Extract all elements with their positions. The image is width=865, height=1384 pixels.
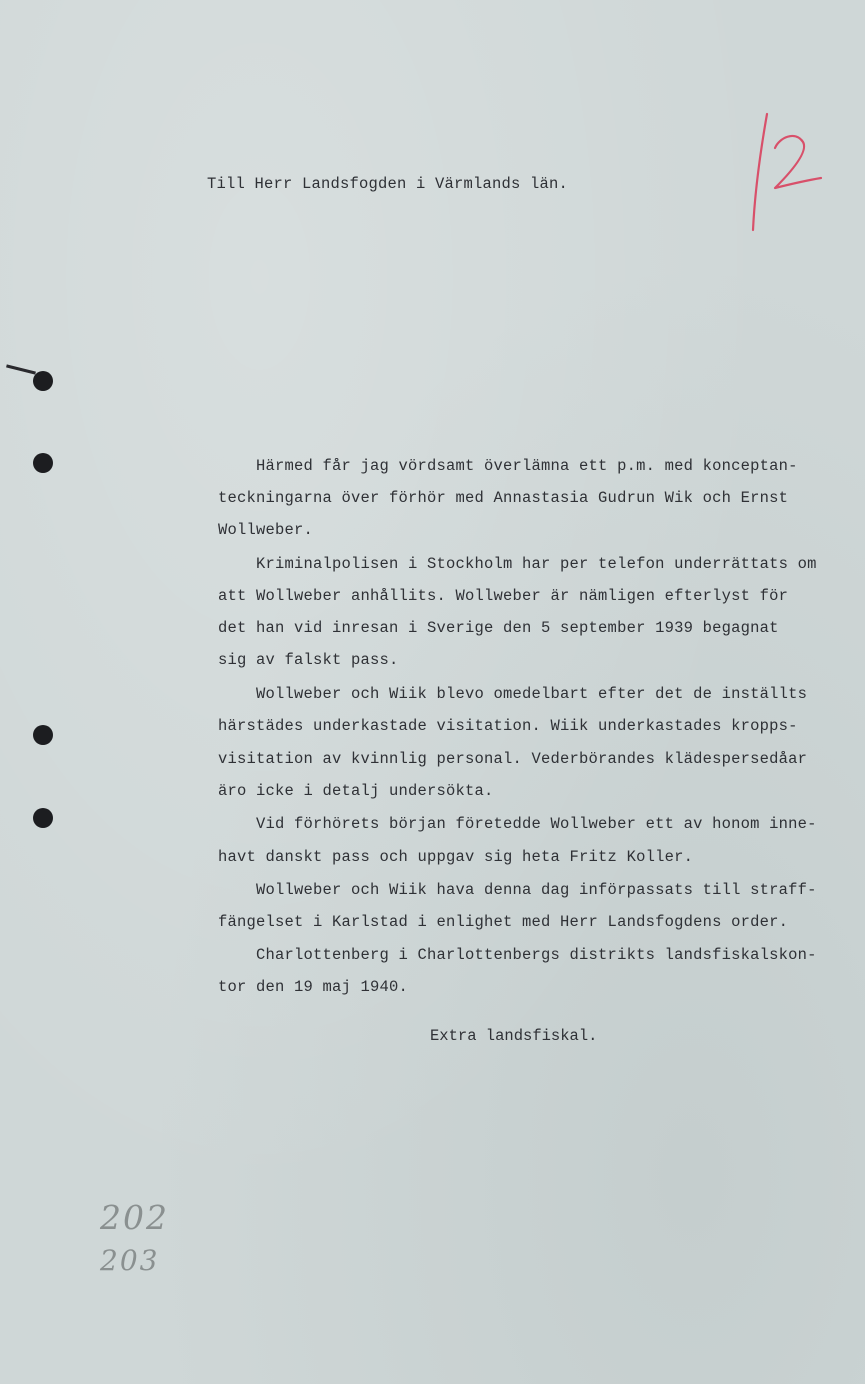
body-line: Härmed får jag vördsamt överlämna ett p.m. med konceptan- (218, 457, 798, 475)
body-line: tor den 19 maj 1940. (218, 978, 409, 996)
red-pencil-mark (745, 108, 835, 238)
staple-mark (6, 364, 36, 374)
body-line: fängelset i Karlstad i enlighet med Herr Landsfogdens order. (218, 913, 789, 931)
body-line: Vid förhörets början företedde Wollweber ett av honom inne- (218, 815, 817, 833)
body-line: härstädes underkastade visitation. Wiik underkastades kropps- (218, 717, 798, 735)
bleed-through-watermark (330, 120, 550, 1370)
punch-hole-4 (33, 808, 53, 828)
punch-hole-2 (33, 453, 53, 473)
body-line: Wollweber. (218, 521, 314, 539)
pencil-number-1: 202 (100, 1198, 169, 1237)
body-line: det han vid inresan i Sverige den 5 september 1939 begagnat (218, 619, 779, 637)
body-line: att Wollweber anhållits. Wollweber är nämligen efterlyst för (218, 587, 789, 605)
body-line: Wollweber och Wiik hava denna dag införpassats till straff- (218, 881, 817, 899)
body-line: havt danskt pass och uppgav sig heta Fritz Koller. (218, 848, 694, 866)
body-line: sig av falskt pass. (218, 651, 399, 669)
body-line: visitation av kvinnlig personal. Vederbörandes klädespersedåar (218, 750, 808, 768)
pencil-number-2: 203 (100, 1244, 160, 1277)
body-line: teckningarna över förhör med Annastasia Gudrun Wik och Ernst (218, 489, 789, 507)
body-line: Wollweber och Wiik blevo omedelbart efter det de inställts (218, 685, 808, 703)
body-line: äro icke i detalj undersökta. (218, 782, 494, 800)
punch-hole-3 (33, 725, 53, 745)
signature-line: Extra landsfiskal. (430, 1027, 598, 1045)
punch-hole-1 (33, 371, 53, 391)
body-line: Kriminalpolisen i Stockholm har per telefon underrättats om (218, 555, 817, 573)
body-line: Charlottenberg i Charlottenbergs distrikts landsfiskalskon- (218, 946, 817, 964)
addressee-line: Till Herr Landsfogden i Värmlands län. (207, 175, 569, 193)
